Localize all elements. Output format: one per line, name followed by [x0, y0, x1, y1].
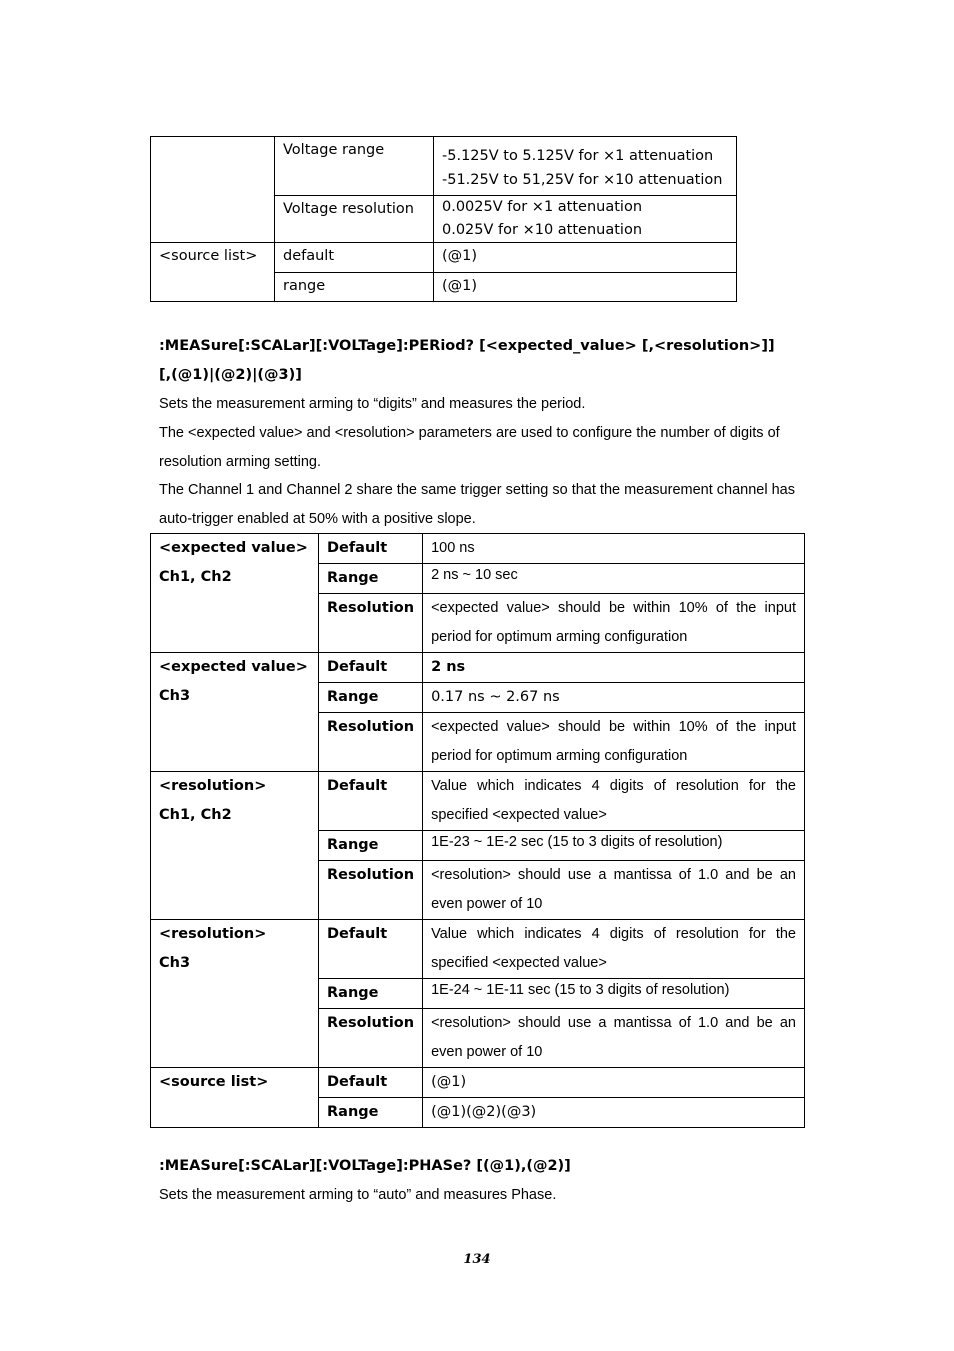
row-value: <expected value> should be within 10% of the input period for optimum arming configuration	[423, 713, 805, 772]
source-range-label: range	[275, 273, 434, 302]
source-list-param: <source list>	[151, 243, 275, 302]
row-label-default: Default	[319, 1068, 423, 1098]
empty-param-cell	[151, 137, 275, 243]
voltage-resolution-value: 0.0025V for ×1 attenuation 0.025V for ×10 attenuation	[434, 196, 737, 243]
row-value: 1E-24 ~ 1E-11 sec (15 to 3 digits of resolution)	[423, 979, 805, 1009]
row-value: 2 ns ~ 10 sec	[423, 564, 805, 594]
period-command-line2: [,(@1)|(@2)|(@3)]	[159, 367, 302, 383]
row-label-default: Default	[319, 534, 423, 564]
param-source-list: <source list>	[151, 1068, 319, 1128]
row-value: <resolution> should use a mantissa of 1.0 and be an even power of 10	[423, 1009, 805, 1068]
row-value: Value which indicates 4 digits of resolution for the specified <expected value>	[423, 772, 805, 831]
row-value: 1E-23 ~ 1E-2 sec (15 to 3 digits of resolution)	[423, 831, 805, 861]
row-value: (@1)(@2)(@3)	[423, 1098, 805, 1128]
row-label-default: Default	[319, 920, 423, 979]
row-label-range: Range	[319, 1098, 423, 1128]
voltage-range-value: -5.125V to 5.125V for ×1 attenuation -51.25V to 51,25V for ×10 attenuation	[434, 137, 737, 196]
row-label-default: Default	[319, 653, 423, 683]
period-parameter-table	[150, 533, 805, 1128]
voltage-resolution-label: Voltage resolution	[275, 196, 434, 243]
param-expected-value-ch12: <expected value> Ch1, Ch2	[151, 534, 319, 653]
row-value: 0.17 ns ~ 2.67 ns	[423, 683, 805, 713]
param-expected-value-ch3: <expected value> Ch3	[151, 653, 319, 772]
param-resolution-ch12: <resolution> Ch1, Ch2	[151, 772, 319, 920]
source-range-value: (@1)	[434, 273, 737, 302]
voltage-range-label: Voltage range	[275, 137, 434, 196]
row-value: <resolution> should use a mantissa of 1.0 and be an even power of 10	[423, 861, 805, 920]
period-command-line1: :MEASure[:SCALar][:VOLTage]:PERiod? [<expected_value> [,<resolution>]]	[159, 338, 775, 354]
row-label-range: Range	[319, 831, 423, 861]
phase-command: :MEASure[:SCALar][:VOLTage]:PHASe? [(@1),(@2)]	[159, 1158, 571, 1174]
row-value: 100 ns	[423, 534, 805, 564]
row-label-resolution: Resolution	[319, 1009, 423, 1068]
param-resolution-ch3: <resolution> Ch3	[151, 920, 319, 1068]
period-param-description: The <expected value> and <resolution> parameters are used to configure the number of digits of resolution arming setting.	[159, 425, 780, 470]
row-value: Value which indicates 4 digits of resolution for the specified <expected value>	[423, 920, 805, 979]
row-label-range: Range	[319, 564, 423, 594]
source-default-label: default	[275, 243, 434, 273]
row-label-resolution: Resolution	[319, 861, 423, 920]
row-label-resolution: Resolution	[319, 713, 423, 772]
row-label-default: Default	[319, 772, 423, 831]
row-value: 2 ns	[423, 653, 805, 683]
row-label-range: Range	[319, 979, 423, 1009]
page-number: 134	[463, 1252, 491, 1267]
voltage-spec-table	[150, 136, 737, 302]
phase-description: Sets the measurement arming to “auto” and measures Phase.	[159, 1187, 557, 1203]
row-value: <expected value> should be within 10% of the input period for optimum arming configuration	[423, 594, 805, 653]
period-description: Sets the measurement arming to “digits” and measures the period.	[159, 396, 586, 412]
row-label-resolution: Resolution	[319, 594, 423, 653]
row-value: (@1)	[423, 1068, 805, 1098]
period-trigger-description: The Channel 1 and Channel 2 share the same trigger setting so that the measurement channel has auto-trigger enabled at 50% with a positive slope.	[159, 482, 795, 527]
row-label-range: Range	[319, 683, 423, 713]
source-default-value: (@1)	[434, 243, 737, 273]
